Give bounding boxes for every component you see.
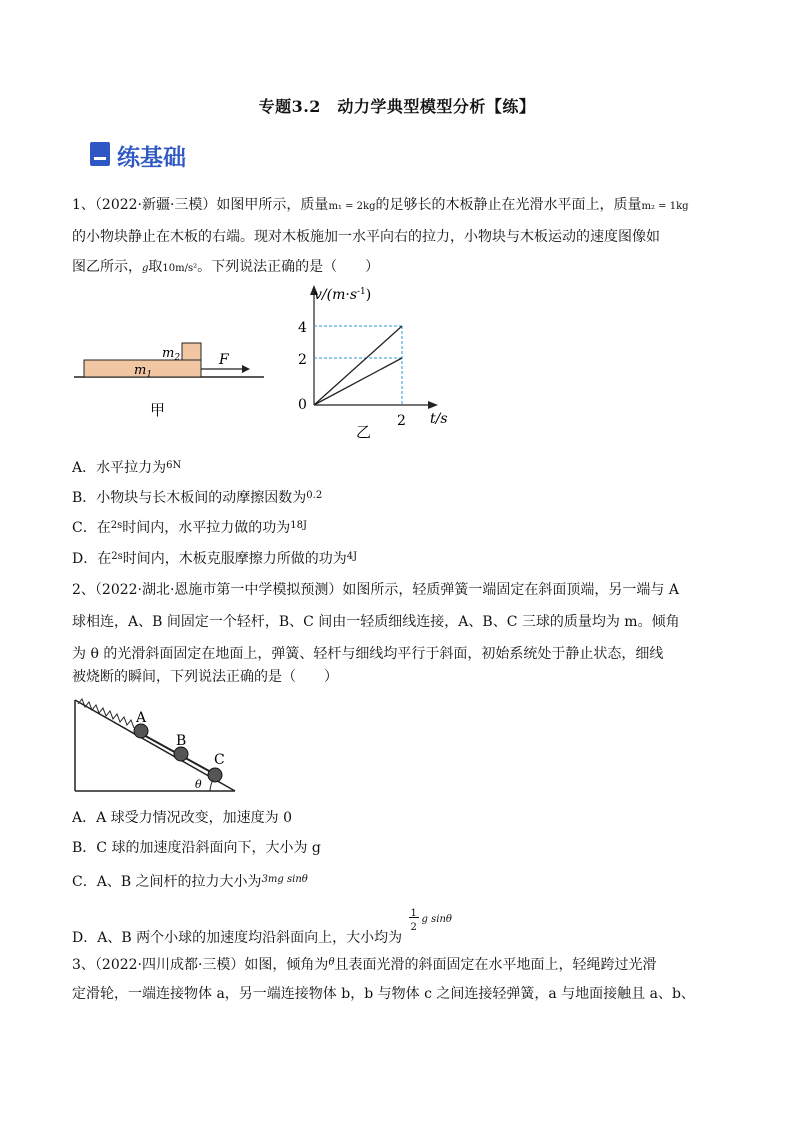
q2-option-c: C．A、B 之间杆的拉力大小为$^{3mg sin\theta}$ <box>72 874 308 890</box>
q1-m1-value: m₁ = 2kg <box>328 201 376 212</box>
m1-label: $m_1$ <box>134 363 153 380</box>
q2-option-a: A．A 球受力情况改变，加速度为 0 <box>72 810 293 826</box>
m2-label: $m_2$ <box>162 346 181 363</box>
ball-b-label: B <box>176 733 187 749</box>
q2-line3: 为 θ 的光滑斜面固定在地面上，弹簧、轻杆与细线均平行于斜面，初始系统处于静止状态，细线 <box>72 646 664 662</box>
q1-line3: 图乙所示，g取10m/s²。下列说法正确的是（ ） <box>72 259 380 275</box>
q2-incline-figure <box>70 695 240 797</box>
q2-line1: 2、（2022·湖北·恩施市第一中学模拟预测）如图所示，轻质弹簧一端固定在斜面顶端，另一端与 A <box>72 582 679 598</box>
figure-yi-caption: 乙 <box>356 423 372 441</box>
q1-line1: 1、（2022·新疆·三模）如图甲所示，质量m₁ = 2kg的足够长的木板静止在光滑水平面上，质量m₂ = 1kg <box>72 197 689 213</box>
book-icon <box>90 142 110 166</box>
theta-label: θ <box>195 778 202 791</box>
q1-option-b: B．小物块与长木板间的动摩擦因数为$^{0.2}$ <box>72 490 323 506</box>
origin-label: 0 <box>298 397 307 413</box>
page-title: 专题3.2 动力学典型模型分析【练】 <box>258 97 536 116</box>
figure-jia-caption: 甲 <box>150 401 166 419</box>
q2-line4: 被烧断的瞬间，下列说法正确的是（ ） <box>72 669 338 685</box>
section-title: 练基础 <box>117 145 186 171</box>
ball-c-label: C <box>214 752 225 768</box>
q2-option-d: D．A、B 两个小球的加速度均沿斜面向上，大小均为 1 2 g sinθ <box>72 908 452 946</box>
x-tick-2: 2 <box>397 413 406 429</box>
q1-m2-value: m₂ = 1kg <box>641 201 689 212</box>
y-tick-2: 2 <box>298 352 307 368</box>
q2-line2: 球相连，A、B 间固定一个轻杆，B、C 间由一轻质细线连接，A、B、C 三球的质量均为 m。倾角 <box>72 614 680 630</box>
x-axis-label: t/s <box>430 411 448 427</box>
y-axis-label: $v/(m\cdot s^{-1})$ <box>314 287 372 303</box>
q1-figure-jia <box>70 346 270 445</box>
q1-g-value: 10m/s² <box>162 263 198 274</box>
ball-a-label: A <box>136 710 147 726</box>
force-label: F <box>219 352 229 368</box>
q1-option-a: A．水平拉力为$^{6N}$ <box>72 460 182 476</box>
q1-option-c: C．在$^{2s}$时间内，水平拉力做的功为$^{18J}$ <box>72 520 307 536</box>
q1-option-d: D．在$^{2s}$时间内，木板克服摩擦力所做的功为$^{4J}$ <box>72 551 358 567</box>
q3-line2: 定滑轮，一端连接物体 a，另一端连接物体 b，b 与物体 c 之间连接轻弹簧，a 与地面接触且 a、b、 <box>72 986 695 1002</box>
q1-figure-yi <box>290 283 470 443</box>
q1-line2: 的小物块静止在木板的右端。现对木板施加一水平向右的拉力，小物块与木板运动的速度图像如 <box>72 229 660 245</box>
y-tick-4: 4 <box>298 320 307 336</box>
q3-line1: 3、（2022·四川成都·三模）如图，倾角为$^\theta$且表面光滑的斜面固定在水平地面上，轻绳跨过光滑 <box>72 957 657 973</box>
q2-option-b: B．C 球的加速度沿斜面向下，大小为 g <box>72 840 321 856</box>
